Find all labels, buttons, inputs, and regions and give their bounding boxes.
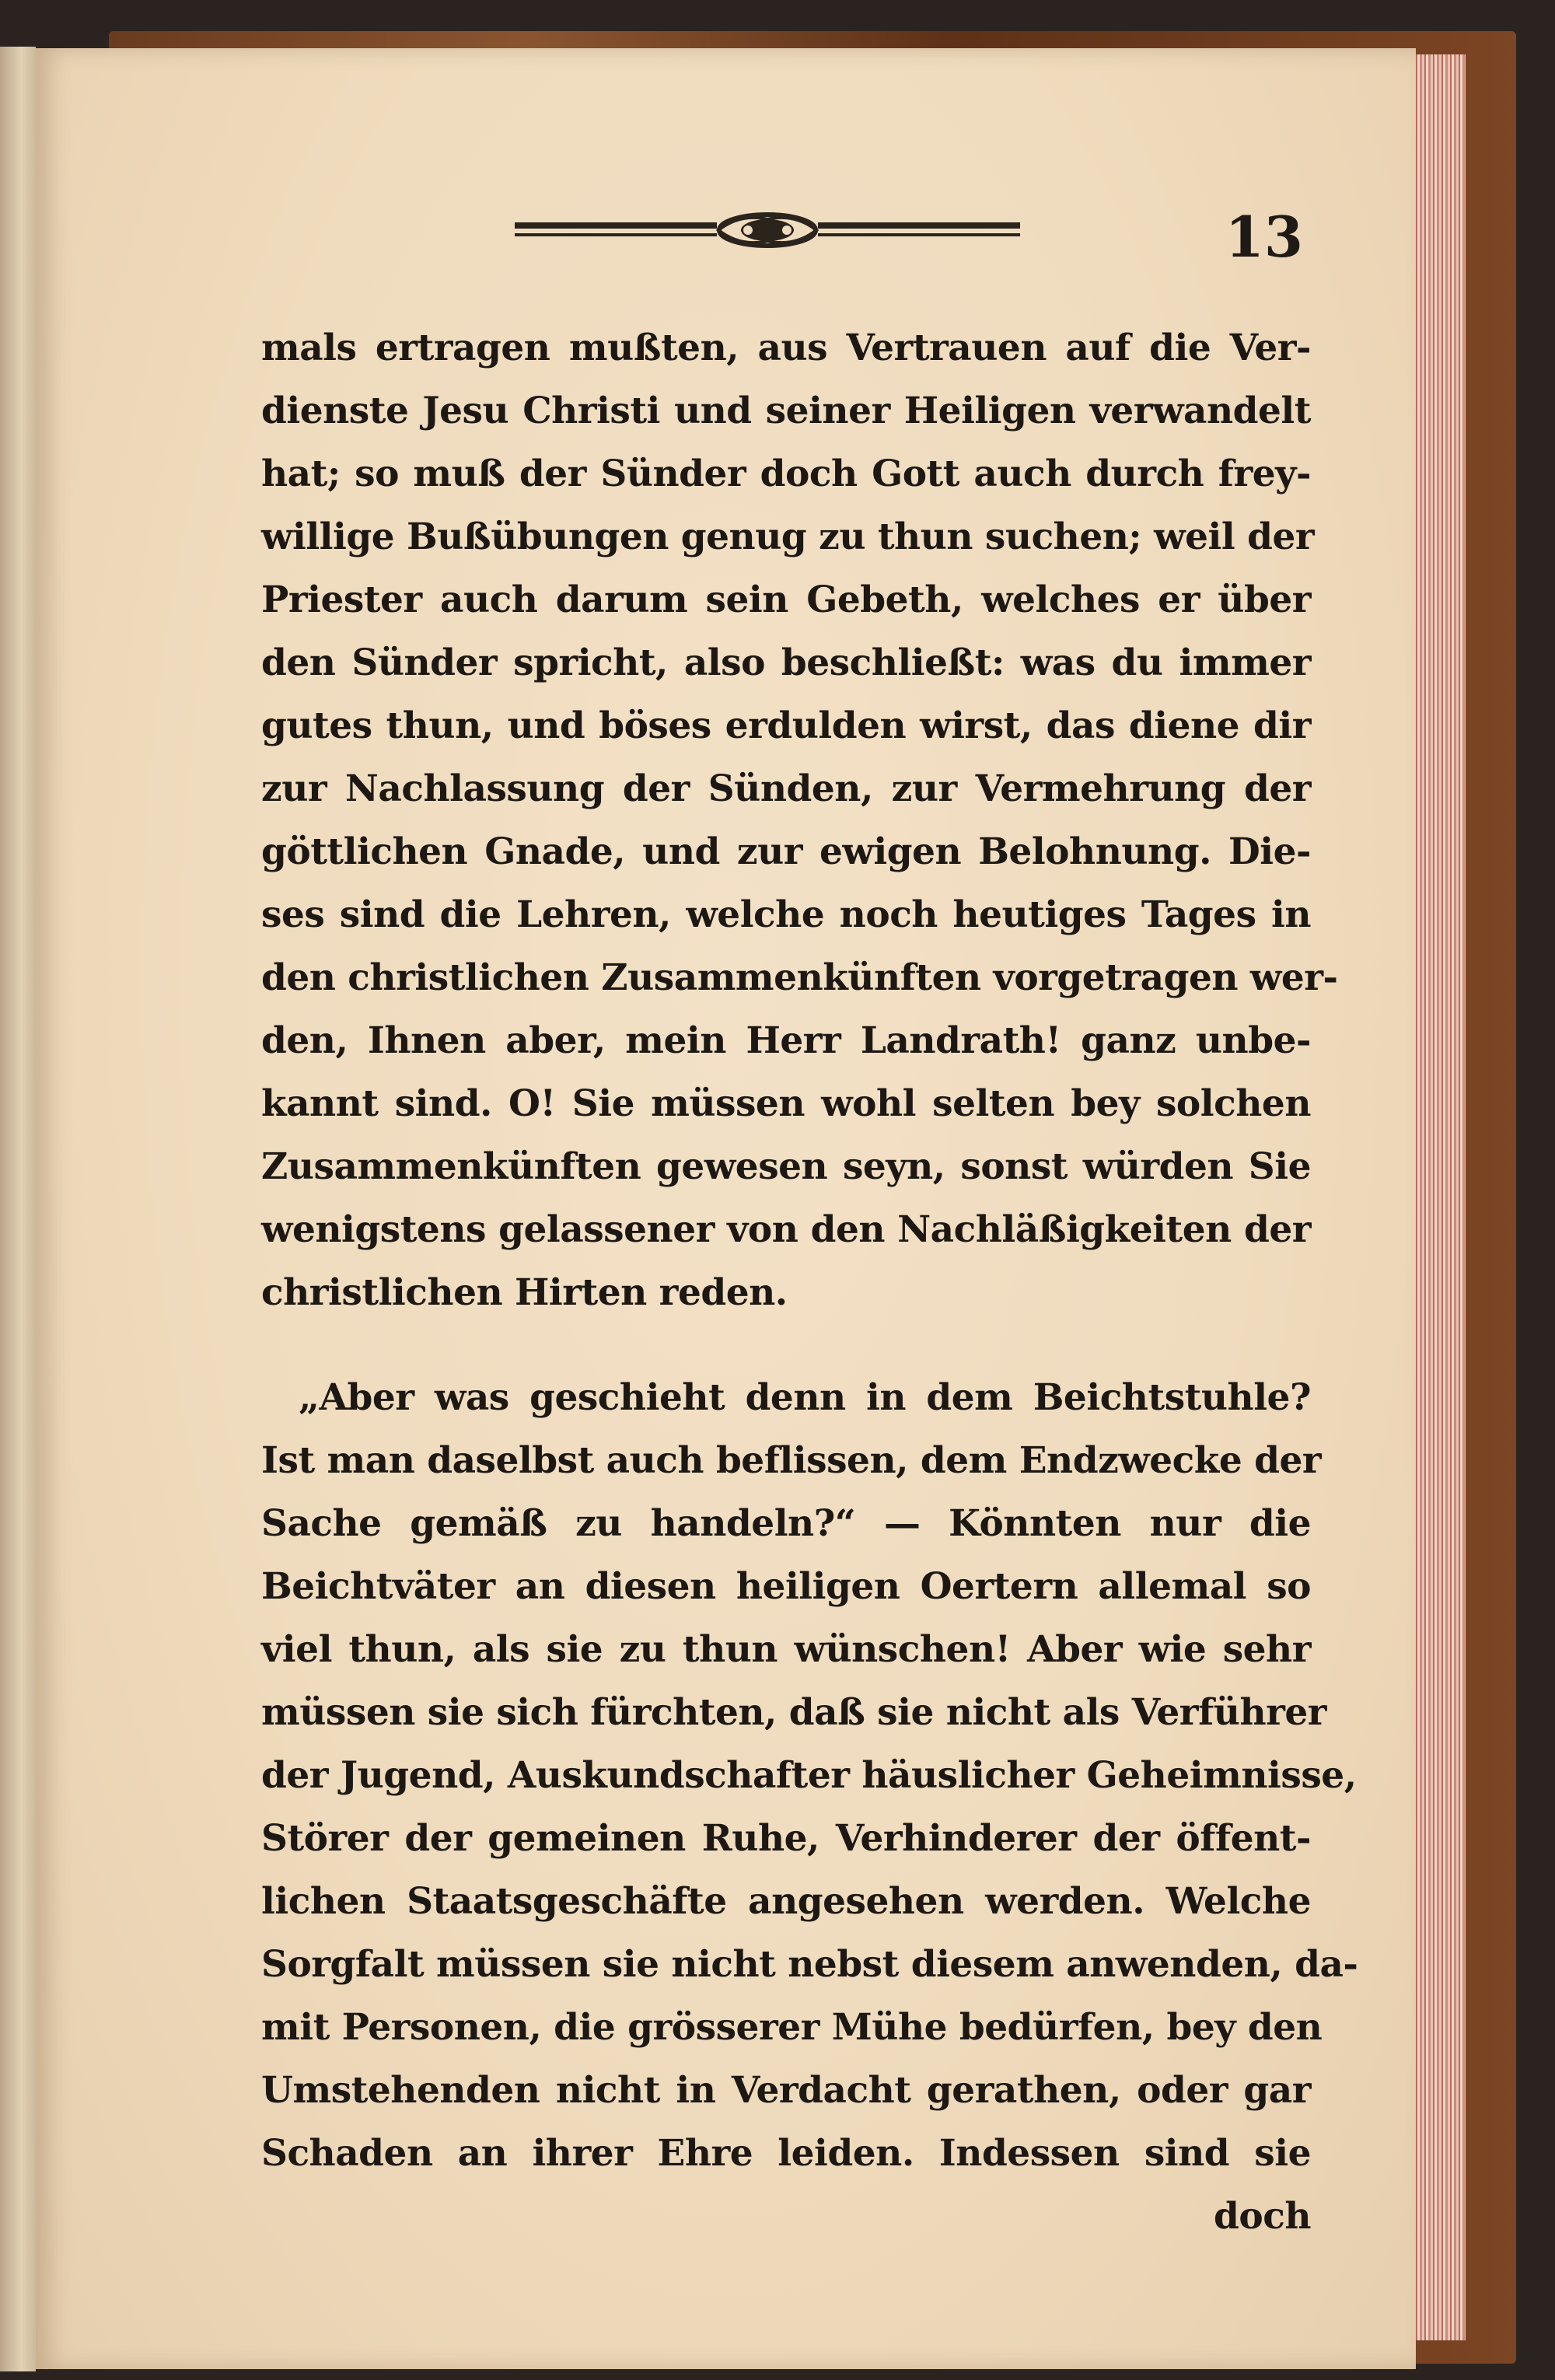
paragraph-2 (261, 1366, 1358, 2248)
page-number: 13 (1225, 204, 1303, 270)
text-line: dienste Jesu Christi und seiner Heiligen verwandelt (261, 390, 1311, 432)
catchword: doch (1213, 2195, 1311, 2238)
text-line: den Sünder spricht, also beschließt: was du immer (261, 641, 1311, 684)
text-line: ses sind die Lehren, welche noch heutiges Tages in (261, 893, 1311, 936)
text-line: Störer der gemeinen Ruhe, Verhinderer der öffent- (261, 1817, 1311, 1860)
text-line: Sorgfalt müssen sie nicht nebst diesem anwenden, da- (261, 1943, 1358, 1986)
text-line: hat; so muß der Sünder doch Gott auch durch frey- (261, 453, 1311, 495)
text-line: wenigstens gelassener von den Nachläßigkeiten der (261, 1208, 1311, 1251)
text-line: viel thun, als sie zu thun wünschen! Aber wie sehr (261, 1628, 1311, 1671)
book-page (36, 48, 1416, 2369)
previous-page-edge (0, 47, 36, 2371)
text-line: Sache gemäß zu handeln?“ — Könnten nur die (261, 1502, 1311, 1545)
text-line: göttlichen Gnade, und zur ewigen Belohnung. Die- (261, 830, 1311, 873)
text-line: der Jugend, Auskundschafter häuslicher Geheimnisse, (261, 1754, 1357, 1797)
text-line: zur Nachlassung der Sünden, zur Vermehrung der (261, 767, 1311, 810)
page-edges (1411, 54, 1466, 2340)
text-line: Ist man daselbst auch beflissen, dem Endzwecke der (261, 1439, 1322, 1482)
text-line: „Aber was geschieht denn in dem Beichtstuhle? (299, 1376, 1311, 1419)
text-line: mals ertragen mußten, aus Vertrauen auf die Ver- (261, 327, 1311, 369)
text-line: Priester auch darum sein Gebeth, welches er über (261, 578, 1311, 621)
text-line: mit Personen, die grösserer Mühe bedürfen, bey den (261, 2006, 1323, 2049)
text-line: gutes thun, und böses erdulden wirst, das diene dir (261, 704, 1311, 747)
text-line: Beichtväter an diesen heiligen Oertern allemal so (261, 1565, 1311, 1608)
paragraph-1 (261, 316, 1338, 1324)
text-line: kannt sind. O! Sie müssen wohl selten bey solchen (261, 1082, 1311, 1125)
text-line: willige Bußübungen genug zu thun suchen; weil der (261, 515, 1315, 558)
text-line: Zusammenkünften gewesen seyn, sonst würden Sie (261, 1145, 1311, 1188)
text-line: christlichen Hirten reden. (261, 1271, 788, 1314)
text-line: den christlichen Zusammenkünften vorgetragen wer- (261, 956, 1338, 999)
headpiece-ornament (515, 210, 1020, 253)
text-line: den, Ihnen aber, mein Herr Landrath! ganz unbe- (261, 1019, 1311, 1062)
text-line: Umstehenden nicht in Verdacht gerathen, oder gar (261, 2069, 1311, 2112)
text-line: müssen sie sich fürchten, daß sie nicht als Verführer (261, 1691, 1327, 1734)
text-line: Schaden an ihrer Ehre leiden. Indessen sind sie (261, 2132, 1311, 2175)
text-line: lichen Staatsgeschäfte angesehen werden. Welche (261, 1880, 1311, 1923)
